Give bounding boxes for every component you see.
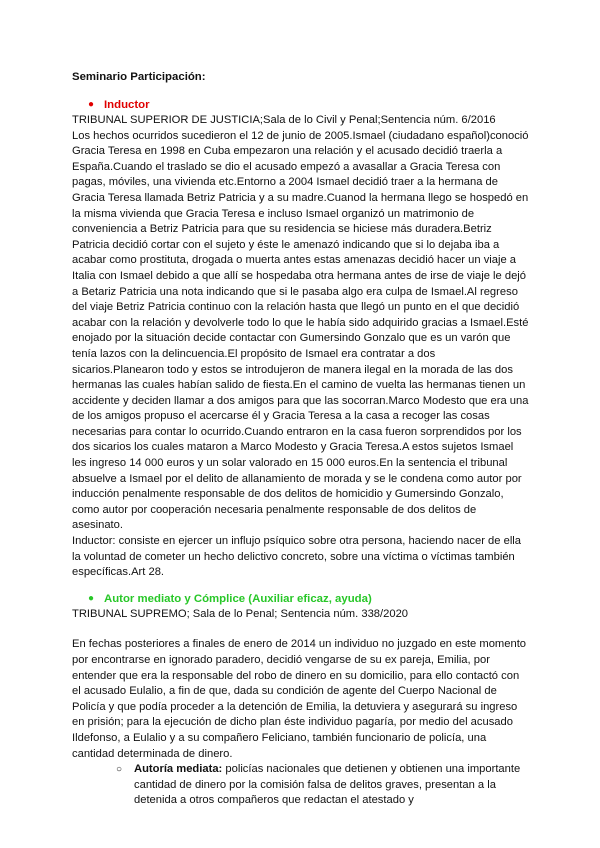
sub-list-item	[116, 762, 530, 809]
hollow-bullet-icon: ○	[116, 764, 123, 776]
inductor-definition: Inductor: consiste en ejercer un influjo psíquico sobre otra persona, haciendo nacer de ella la voluntad de cometer un hecho delictivo concreto, sobre una víctima o víctimas también específicas.Art 28.	[72, 535, 522, 579]
bullet-icon: ●	[88, 99, 95, 110]
heading-text: Autor mediato y Cómplice (Auxiliar eficaz, ayuda)	[104, 592, 372, 605]
court-reference: TRIBUNAL SUPERIOR DE JUSTICIA;Sala de lo Civil y Penal;Sentencia núm. 6/2016	[72, 114, 496, 126]
case-facts-paragraph: En fechas posteriores a finales de enero de 2014 un individuo no juzgado en este momento por encontrarse en ignorado paradero, decidió vengarse de su ex pareja, Emilia, por entender que era la responsable del robo de dinero en su domicilio, para ello contactó con el acusado Eulalio, a fin de que, dada su condición de agente del Cuerpo Nacional de Policía y que podía proceder a la detención de Emilia, la detuviera y asegurará su ingreso en prisión; para la ejecución de dicho plan éste individuo pagaría, por medio del acusado Ildefonso, a Eulalio y a su compañero Feliciano, también funcionario de policía, una cantidad determinada de dinero.	[72, 638, 527, 760]
section-inductor-heading	[72, 98, 530, 112]
court-reference: TRIBUNAL SUPREMO; Sala de lo Penal; Sentencia núm. 338/2020	[72, 607, 409, 620]
bullet-icon: ●	[88, 592, 95, 604]
sub-item-label: Autoría mediata:	[134, 763, 223, 776]
sub-item-text	[134, 762, 530, 809]
case-facts-paragraph: Los hechos ocurridos sucedieron el 12 de junio de 2005.Ismael (ciudadano español)conoció Gracia Teresa en 1998 en Cuba empezaron una relación y el acusado decidió traerla a España.Cuando el traslado se dio el acusado empezó a avasallar a Gracia Teresa con pagas, móviles, una vivienda etc.Entorno a 2004 Ismael decidió traer a la hermana de Gracia Teresa llamada Betriz Patricia y a su madre.Cuanod la hermana llego se hospedó en la misma vivienda que Gracia Teresa e incluso Ismael organizó un matrimonio de conveniencia a Betriz Patricia para que su residencia se hiciese más duradera.Betriz Patricia decidió cortar con el sujeto y éste le amenazó indicando que si lo dejaba iba a acabar como prostituta, drogada o muerta antes estas amenazas decidió hacer un viaje a Italia con Ismael debido a que allí se hospedaba otra hermana antes de irse de viaje le dejó a Betariz Patricia una nota indicando que si le pasaba algo era culpa de Ismael.Al regreso del viaje Betriz Patricia continuo con la relación hasta que llegó un punto en el que decidió acabar con la relación y devolverle todo lo que le había sido adquirido gracias a Ismael.Esté enojado por la situación decide contactar con Gumersindo Gonzalo que es un varón que tenía lazos con la delincuencia.El propósito de Ismael era contratar a dos sicarios.Planearon todo y estos se introdujeron de manera ilegal en la morada de las dos hermanas las cuales habían salido de fiesta.En el camino de vuelta las hermanas tienen un accidente y deciden llamar a dos amigos para que las socorran.Marco Modesto que era una de los amigos propuso el acercarse él y Gracia Teresa a la casa a recoger las cosas necesarias para contar lo ocurrido.Cuando entraron en la casa fueron sorprendidos por los dos sicarios los cuales mataron a Marco Modesto y Gracia Teresa.A estos sujetos Ismael les ingreso 14 000 euros y un solar valorado en 15 000 euros.En la sentencia el tribunal absuelve a Ismael por el delito de allanamiento de morada y se le condena como autor por inducción penalmente responsable de dos delitos de homicidio y Gumersindo Gonzalo, como autor por cooperación necesaria penalmente responsable de dos delitos de asesinato.	[72, 129, 529, 532]
section-autor-mediato-heading	[72, 592, 530, 606]
document-title: Seminario Participación:	[72, 71, 206, 83]
heading-text: Inductor	[104, 99, 150, 111]
sub-item-body: policías nacionales que detienen y obtienen una importante cantidad de dinero por la comisión falsa de delitos graves, presentan a la detenida a otros compañeros que redactan el atestado y	[134, 763, 521, 807]
